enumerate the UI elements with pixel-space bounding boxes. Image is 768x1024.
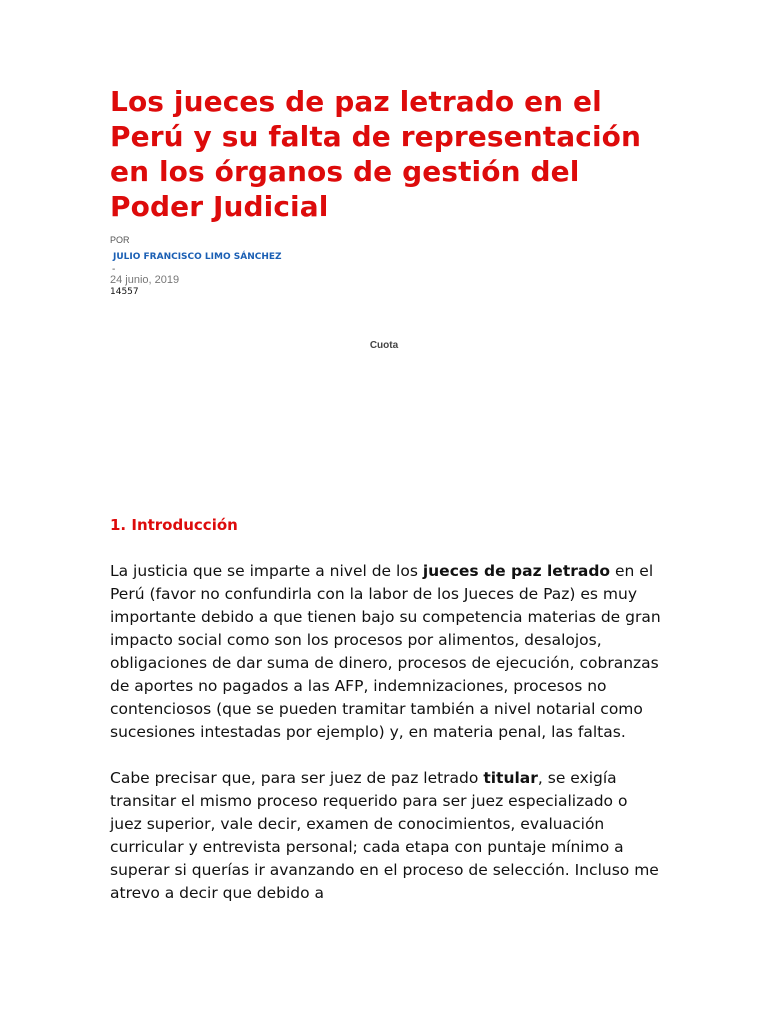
paragraph-1-text-c: en el Perú (favor no confundirla con la labor de los Jueces de Paz) es muy importante debido a que tienen bajo su competencia materias de gran impacto social como son los procesos por alimentos, desalojos, obligaciones de dar suma de dinero, procesos de ejecución, cobranzas de aportes no pagados a las AFP, indemnizaciones, procesos no contenciosos (que se pueden tramitar también a nivel notarial como sucesiones intestadas por ejemplo) y, en materia penal, las faltas. xyxy=(110,562,661,741)
paragraph-2-text-c: , se exigía transitar el mismo proceso requerido para ser juez especializado o juez superior, vale decir, examen de conocimientos, evaluación curricular y entrevista personal; cada etapa con puntaje mínimo a superar si querías ir avanzando en el proceso de selección. Incluso me atrevo a decir que debido a xyxy=(110,769,659,902)
author-link[interactable]: JULIO FRANCISCO LIMO SÁNCHEZ xyxy=(113,252,282,262)
paragraph-1-text-a: La justicia que se imparte a nivel de los xyxy=(110,562,423,580)
view-count: 14557 xyxy=(110,287,139,297)
article-title: Los jueces de paz letrado en el Perú y su falta de representación en los órganos de gestión del Poder Judicial xyxy=(110,85,642,223)
paragraph-1 xyxy=(110,560,662,744)
share-button[interactable]: Cuota xyxy=(369,340,399,351)
paragraph-2-text-a: Cabe precisar que, para ser juez de paz letrado xyxy=(110,769,484,787)
publish-date: 24 junio, 2019 xyxy=(110,274,180,286)
meta-separator: - xyxy=(112,264,116,275)
paragraph-2 xyxy=(110,767,662,905)
article-body xyxy=(110,560,662,928)
article-header xyxy=(110,84,658,298)
by-label: POR xyxy=(110,235,130,245)
paragraph-2-bold: titular xyxy=(483,769,538,787)
paragraph-1-bold: jueces de paz letrado xyxy=(422,562,611,580)
section-heading: 1. Introducción xyxy=(110,516,238,534)
article-meta xyxy=(110,234,658,298)
